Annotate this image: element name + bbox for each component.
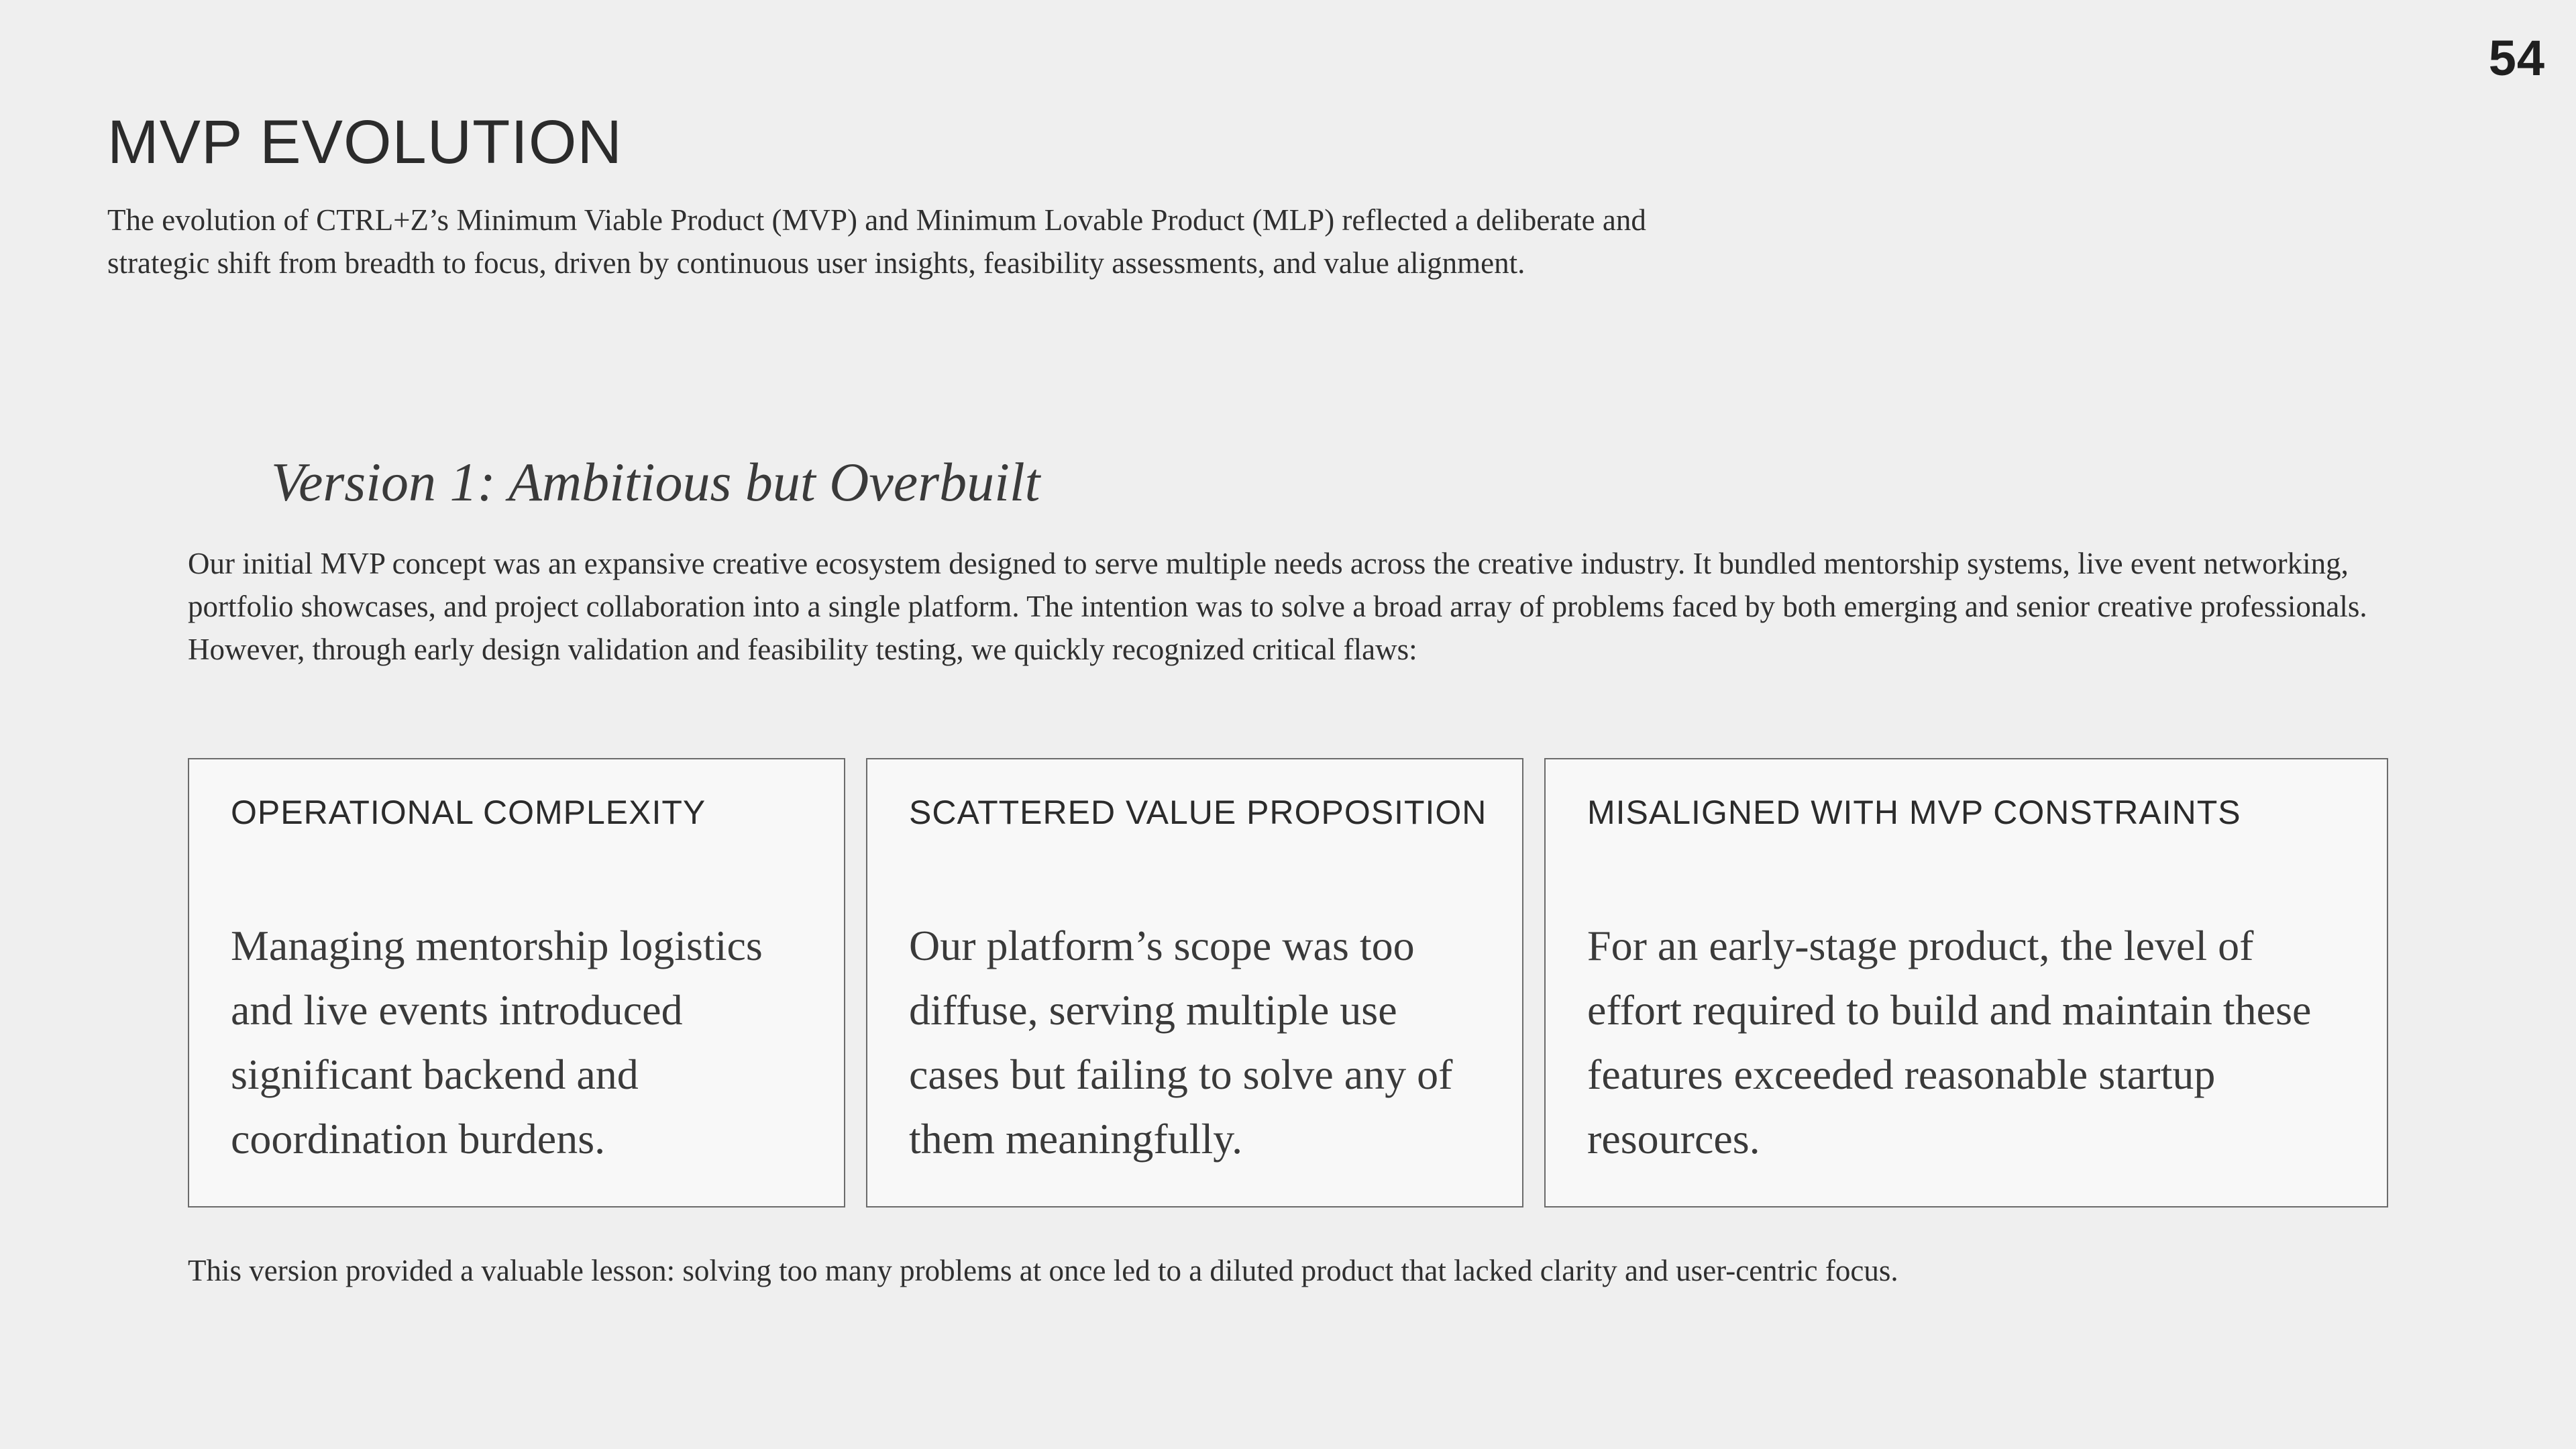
card-body: Managing mentorship logistics and live events introduced significant backend and coordination burdens. — [231, 922, 763, 1163]
card-operational-complexity — [188, 758, 845, 1208]
card-misaligned-mvp-constraints — [1544, 758, 2388, 1208]
card-title: OPERATIONAL COMPLEXITY — [231, 794, 706, 831]
page-title: MVP EVOLUTION — [107, 108, 623, 176]
intro-paragraph: The evolution of CTRL+Z’s Minimum Viable Product (MVP) and Minimum Lovable Product (MLP) reflected a deliberate and strategic shift from breadth to focus, driven by continuous user insights, feasibility assessments, and value alignment. — [107, 203, 1646, 280]
card-scattered-value-proposition — [866, 758, 1523, 1208]
section-title: Version 1: Ambitious but Overbuilt — [271, 451, 1040, 513]
card-title: SCATTERED VALUE PROPOSITION — [909, 794, 1487, 831]
section-intro-paragraph: Our initial MVP concept was an expansive creative ecosystem designed to serve multiple needs across the creative industry. It bundled mentorship systems, live event networking, portfolio showcases, and project collaboration into a single platform. The intention was to solve a broad array of problems faced by both emerging and senior creative professionals. However, through early design validation and feasibility testing, we quickly recognized critical flaws: — [188, 547, 2367, 666]
card-title: MISALIGNED WITH MVP CONSTRAINTS — [1587, 794, 2241, 831]
card-body: Our platform’s scope was too diffuse, serving multiple use cases but failing to solve any of them meaningfully. — [909, 922, 1453, 1163]
card-body: For an early-stage product, the level of effort required to build and maintain these features exceeded reasonable startup resources. — [1587, 922, 2312, 1163]
page-number: 54 — [2488, 30, 2545, 86]
conclusion-paragraph: This version provided a valuable lesson: solving too many problems at once led to a diluted product that lacked clarity and user-centric focus. — [188, 1254, 1898, 1287]
